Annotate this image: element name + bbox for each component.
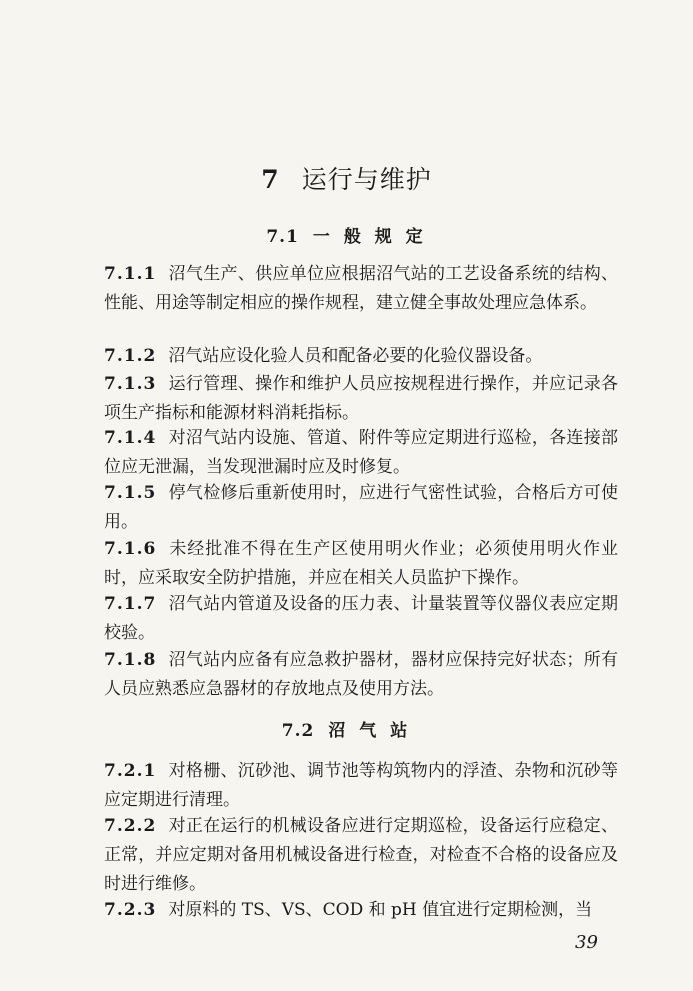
clause-number: 7.1.6 (104, 539, 157, 559)
clause-text: 沼气站内应备有应急救护器材，器材应保持完好状态；所有人员应熟悉应急器材的存放地点及使用方法。 (104, 650, 618, 699)
clause-text: 停气检修后重新使用时，应进行气密性试验，合格后方可使用。 (104, 483, 618, 532)
clause-text: 未经批准不得在生产区使用明火作业；必须使用明火作业时，应采取安全防护措施，并应在相关人员监护下操作。 (104, 539, 618, 588)
clause-paragraph (104, 757, 618, 815)
clause-text: 对沼气站内设施、管道、附件等应定期进行巡检，各连接部位应无泄漏，当发现泄漏时应及时修复。 (104, 428, 618, 477)
clause-text: 运行管理、操作和维护人员应按规程进行操作，并应记录各项生产指标和能源材料消耗指标。 (104, 374, 618, 423)
clause-paragraph (104, 370, 618, 428)
clause-text: 沼气站内管道及设备的压力表、计量装置等仪器仪表应定期校验。 (104, 594, 618, 643)
clause-text: 对正在运行的机械设备应进行定期巡检，设备运行应稳定、正常，并应定期对备用机械设备进行检查，对检查不合格的设备应及时进行维修。 (104, 816, 618, 894)
clause-number: 7.1.3 (104, 374, 157, 394)
clause-paragraph (104, 812, 618, 899)
section-heading (0, 222, 693, 247)
clause-number: 7.1.5 (104, 483, 157, 503)
clause-text: 对原料的 TS、VS、COD 和 pH 值宜进行定期检测，当 (168, 900, 593, 920)
section-number: 7.1 (266, 227, 299, 247)
chapter-title-text: 运行与维护 (301, 165, 432, 194)
clause-text: 对格栅、沉砂池、调节池等构筑物内的浮渣、杂物和沉砂等应定期进行清理。 (104, 761, 618, 810)
clause-paragraph (104, 260, 618, 318)
clause-text: 沼气站应设化验人员和配备必要的化验仪器设备。 (168, 346, 543, 366)
clause-number: 7.1.8 (104, 650, 157, 670)
clause-number: 7.1.4 (104, 428, 157, 448)
chapter-title (0, 160, 693, 196)
clause-number: 7.2.2 (104, 816, 157, 836)
clause-paragraph (104, 646, 618, 704)
section-title-text: 一 般 规 定 (312, 227, 427, 247)
clause-paragraph (104, 424, 618, 482)
chapter-number: 7 (261, 165, 280, 194)
clause-paragraph (104, 896, 618, 925)
clause-text: 沼气生产、供应单位应根据沼气站的工艺设备系统的结构、性能、用途等制定相应的操作规程，建立健全事故处理应急体系。 (104, 264, 618, 313)
clause-number: 7.1.7 (104, 594, 157, 614)
clause-paragraph (104, 535, 618, 593)
section-number: 7.2 (281, 721, 315, 741)
clause-paragraph (104, 479, 618, 537)
page-number: 39 (575, 932, 598, 953)
section-heading (0, 716, 693, 741)
clause-number: 7.1.2 (104, 346, 157, 366)
clause-number: 7.2.3 (104, 900, 157, 920)
section-title-text: 沼 气 站 (328, 721, 412, 741)
clause-paragraph (104, 342, 618, 371)
clause-paragraph (104, 590, 618, 648)
clause-number: 7.1.1 (104, 264, 157, 284)
clause-number: 7.2.1 (104, 761, 157, 781)
